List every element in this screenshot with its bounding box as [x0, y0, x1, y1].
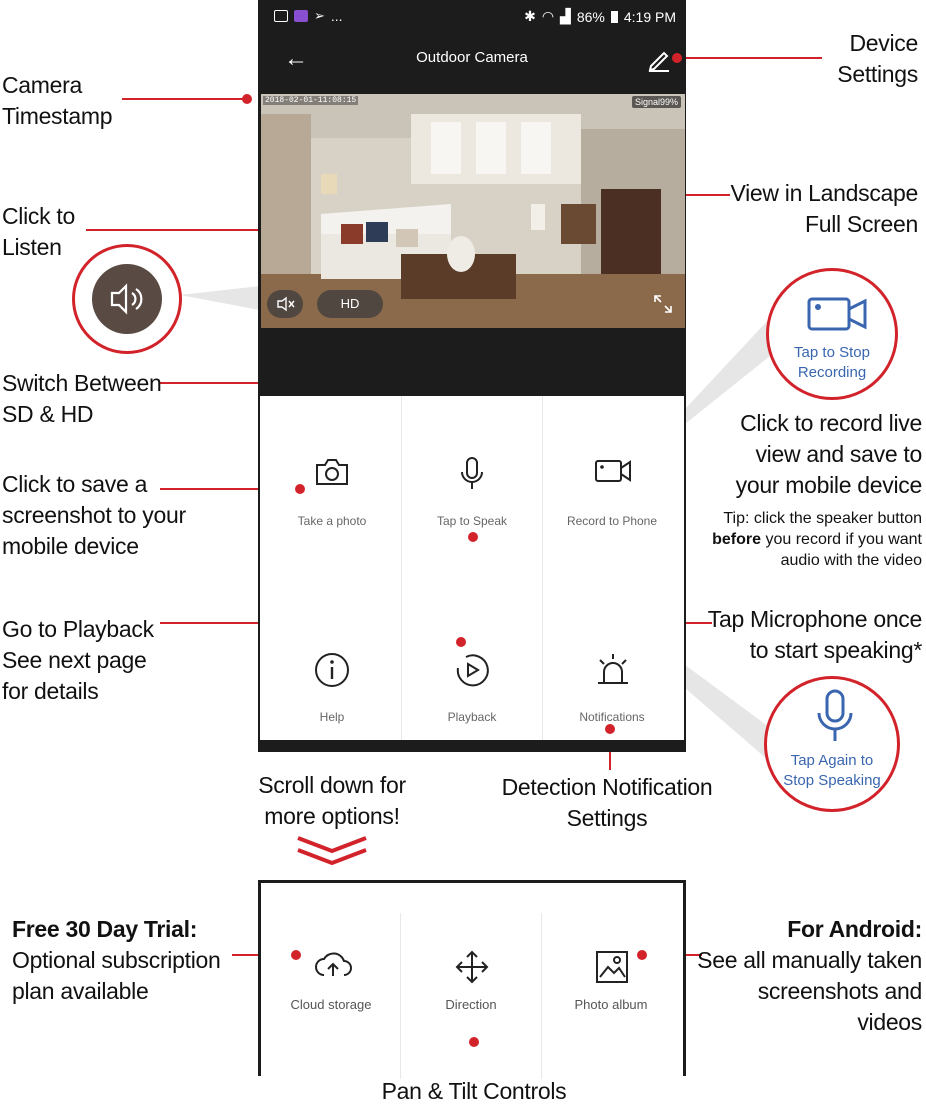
status-left-icons	[274, 8, 343, 24]
stop-recording-line-1: Tap to Stop	[794, 344, 870, 361]
photo-pointer	[295, 484, 305, 494]
android-annotation: For Android: See all manually taken screenshots and videos	[697, 916, 922, 1035]
help-button[interactable]	[262, 592, 402, 752]
album-pointer	[637, 950, 647, 960]
record-annotation: Click to record live view and save to your mobile device	[735, 410, 922, 498]
direction-pointer	[469, 1037, 479, 1047]
speaker-muted-icon	[276, 296, 296, 312]
video-camera-icon	[594, 456, 632, 486]
direction-label: Direction	[445, 997, 497, 1012]
playback-pointer	[456, 637, 466, 647]
speaker-icon	[92, 264, 162, 334]
pan-tilt-annotation: Pan & Tilt Controls	[381, 1078, 567, 1104]
move-arrows-icon	[454, 949, 490, 985]
status-bar	[258, 0, 686, 34]
camera-timestamp: 2018-02-01-11:08:15	[265, 96, 357, 105]
bluetooth-icon: ✱	[524, 8, 536, 24]
fullscreen-icon	[649, 290, 677, 318]
alarm-icon	[594, 652, 632, 688]
cloud-storage-label: Cloud storage	[290, 997, 372, 1012]
microphone-icon	[454, 456, 490, 492]
landscape-annotation: View in Landscape Full Screen	[730, 180, 918, 237]
device-settings-annotation: Device Settings	[837, 30, 918, 87]
photo-album-button[interactable]	[541, 883, 681, 1013]
back-arrow-icon[interactable]: ←	[284, 45, 308, 72]
signal-strength: Signal99%	[632, 96, 681, 108]
listen-annotation: Click to Listen	[2, 203, 76, 260]
camera-icon	[314, 456, 350, 488]
cloud-icon	[314, 949, 352, 979]
gallery-notification-icon	[274, 10, 288, 22]
playback-label: Playback	[447, 710, 497, 724]
stop-recording-callout	[766, 268, 898, 400]
direction-button[interactable]	[401, 883, 541, 1013]
status-right-icons	[524, 8, 676, 25]
camera-timestamp-annotation: Camera Timestamp	[2, 72, 113, 129]
battery-icon	[611, 11, 618, 23]
app-notification-icon	[294, 10, 308, 22]
live-video-view[interactable]	[261, 94, 685, 328]
record-tip: Tip: click the speaker button before you record if you want audio with the video	[712, 510, 922, 569]
microphone-annotation: Tap Microphone once to start speaking*	[707, 606, 922, 663]
fullscreen-button[interactable]	[649, 290, 677, 318]
clock: 4:19 PM	[623, 8, 676, 25]
quality-toggle-button[interactable]: HD	[317, 290, 383, 318]
record-to-phone-label: Record to Phone	[566, 514, 658, 528]
notifications-pointer	[605, 724, 615, 734]
playback-icon	[454, 652, 490, 688]
cloud-storage-button[interactable]	[261, 883, 401, 1013]
photo-album-label: Photo album	[574, 997, 648, 1012]
playback-button[interactable]	[402, 592, 542, 752]
notifications-label: Notifications	[579, 710, 645, 724]
playback-annotation: Go to Playback See next page for details	[2, 616, 154, 704]
battery-level: 86%	[576, 8, 605, 25]
stop-recording-line-2: Recording	[797, 364, 867, 381]
speaker-mute-button[interactable]	[267, 290, 303, 318]
send-notification-icon: ➢	[314, 8, 325, 23]
take-photo-label: Take a photo	[297, 514, 367, 528]
phone-screen	[258, 0, 686, 752]
stop-speaking-callout	[764, 676, 900, 812]
settings-pointer	[672, 53, 682, 63]
stop-speaking-line-2: Stop Speaking	[783, 772, 881, 789]
tap-to-speak-label: Tap to Speak	[436, 514, 508, 528]
signal-icon: ▟	[560, 8, 571, 24]
trial-annotation: Free 30 Day Trial: Optional subscription plan available	[12, 916, 221, 1004]
help-label: Help	[319, 710, 345, 724]
scroll-annotation: Scroll down for more options!	[258, 772, 406, 829]
microphone-icon	[813, 689, 857, 745]
info-icon	[314, 652, 350, 688]
page-title: Outdoor Camera	[416, 49, 528, 66]
app-bar	[258, 34, 686, 86]
screenshot-annotation: Click to save a screenshot to your mobile device	[2, 471, 186, 559]
speaker-callout	[72, 244, 182, 354]
edit-pencil-icon[interactable]	[646, 46, 672, 72]
video-camera-icon	[807, 295, 869, 333]
stop-speaking-line-1: Tap Again to	[790, 752, 874, 769]
take-photo-button[interactable]	[262, 396, 402, 556]
more-notifications: ...	[330, 8, 343, 24]
cloud-pointer	[291, 950, 301, 960]
control-grid	[260, 396, 684, 740]
timestamp-pointer	[242, 94, 252, 104]
detection-annotation: Detection Notification Settings	[501, 774, 713, 831]
sd-hd-annotation: Switch Between SD & HD	[2, 370, 162, 427]
image-icon	[594, 949, 630, 985]
speak-pointer	[468, 532, 478, 542]
wifi-icon: ◠	[541, 8, 555, 24]
